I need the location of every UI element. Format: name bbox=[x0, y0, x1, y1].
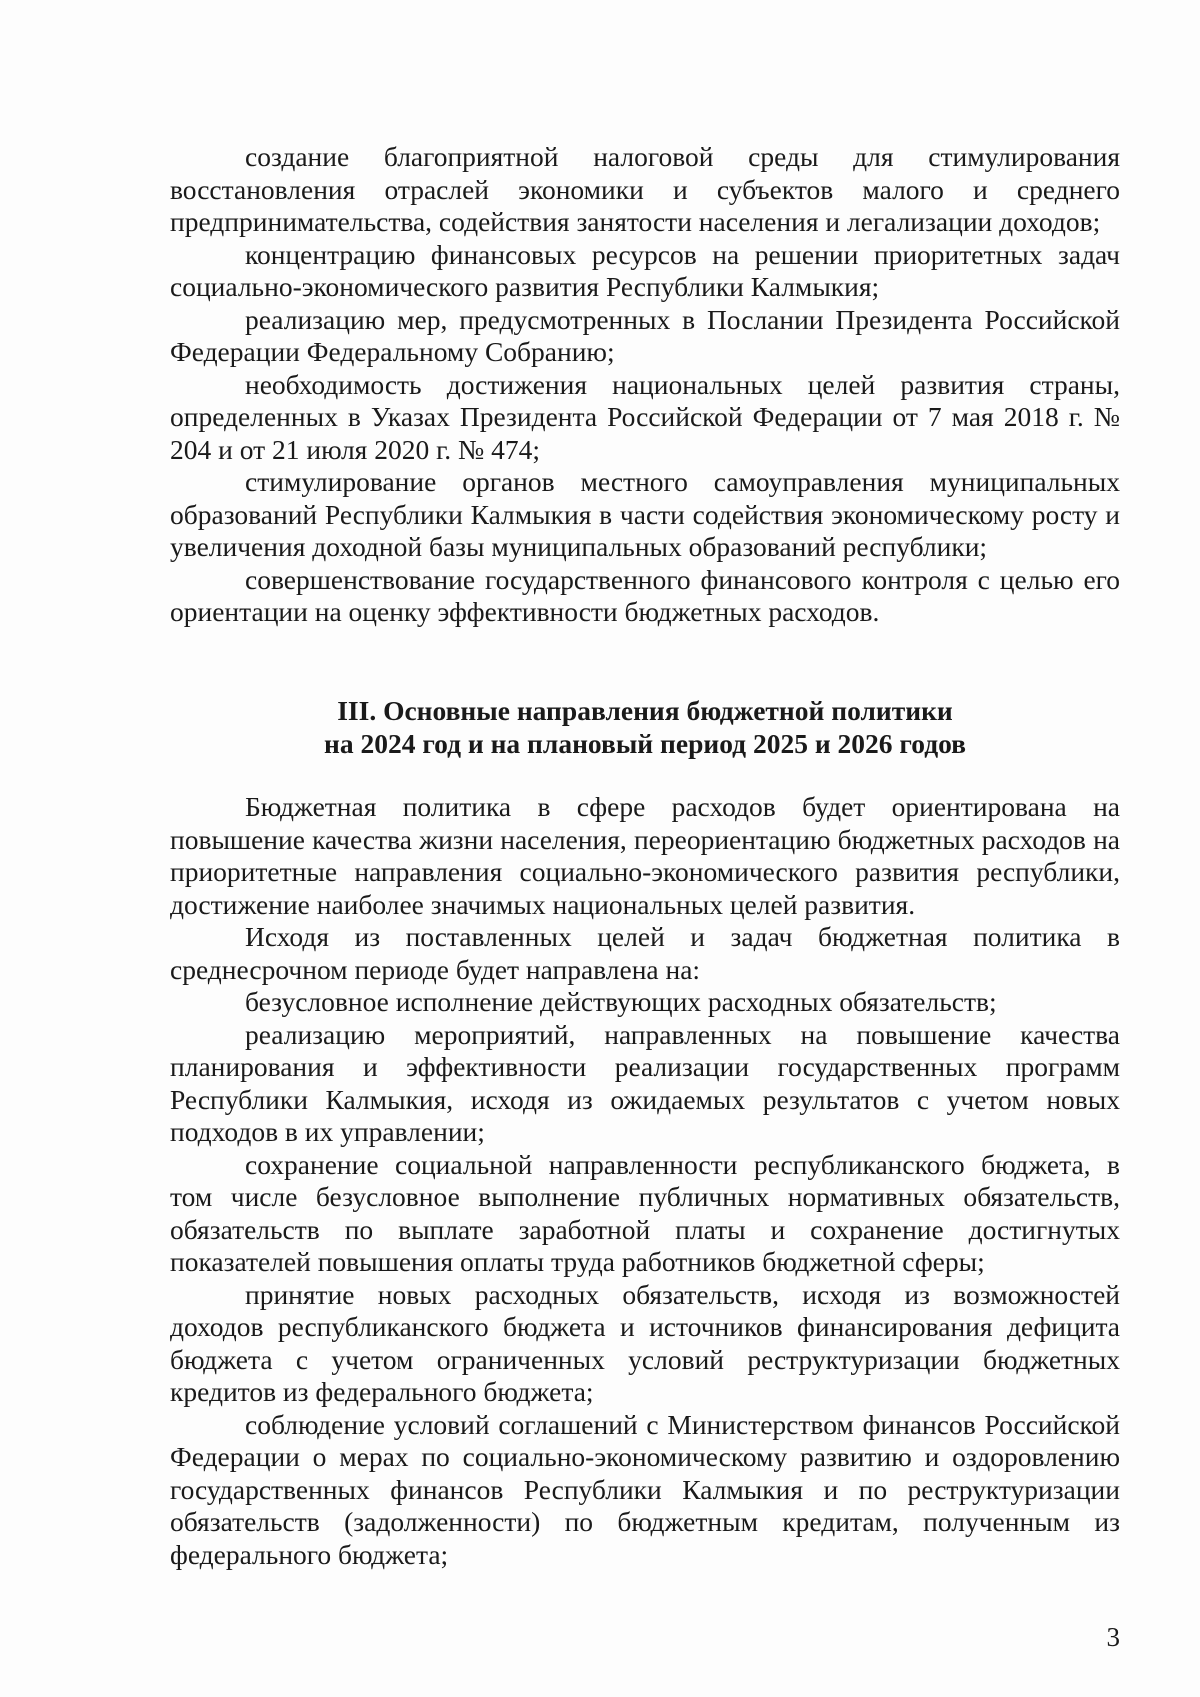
body-text-top bbox=[170, 141, 1120, 629]
body-text-bottom bbox=[170, 791, 1120, 1571]
paragraph: Бюджетная политика в сфере расходов будет ориентирована на повышение качества жизни населения, переориентацию бюджетных расходов на приоритетные направления социально-экономического развития республики, достижение наиболее значимых национальных целей развития. bbox=[170, 791, 1120, 920]
section-heading bbox=[170, 694, 1120, 760]
paragraph: соблюдение условий соглашений с Министерством финансов Российской Федерации о мерах по социально-экономическому развитию и оздоровлению государственных финансов Республики Калмыкия и по реструктуризации обязательств (задолженности) по бюджетным кредитам, полученным из федерального бюджета; bbox=[170, 1408, 1120, 1570]
paragraph: создание благоприятной налоговой среды для стимулирования восстановления отраслей экономики и субъектов малого и среднего предпринимательства, содействия занятости населения и легализации доходов; bbox=[170, 141, 1120, 237]
paragraph: сохранение социальной направленности республиканского бюджета, в том числе безусловное выполнение публичных нормативных обязательств, обязательств по выплате заработной платы и сохранение достигнутых показателей повышения оплаты труда работников бюджетной сферы; bbox=[170, 1148, 1120, 1277]
paragraph: совершенствование государственного финансового контроля с целью его ориентации на оценку эффективности бюджетных расходов. bbox=[170, 563, 1120, 627]
paragraph: принятие новых расходных обязательств, исходя из возможностей доходов республиканского бюджета и источников финансирования дефицита бюджета с учетом ограниченных условий реструктуризации бюджетных кредитов из федерального бюджета; bbox=[170, 1278, 1120, 1407]
page-number: 3 bbox=[1106, 1622, 1120, 1652]
paragraph: реализацию мероприятий, направленных на повышение качества планирования и эффективности реализации государственных программ Республики Калмыкия, исходя из ожидаемых результатов с учетом новых подходов в их управлении; bbox=[170, 1018, 1120, 1147]
section-heading-line-1: III. Основные направления бюджетной политики bbox=[337, 695, 953, 726]
paragraph: реализацию мер, предусмотренных в Послании Президента Российской Федерации Федеральному Собранию; bbox=[170, 303, 1120, 367]
paragraph: безусловное исполнение действующих расходных обязательств; bbox=[245, 986, 997, 1017]
section-heading-line-2: на 2024 год и на плановый период 2025 и 2026 годов bbox=[323, 728, 967, 759]
paragraph: Исходя из поставленных целей и задач бюджетная политика в среднесрочном периоде будет направлена на: bbox=[170, 921, 1120, 985]
paragraph: концентрацию финансовых ресурсов на решении приоритетных задач социально-экономического развития Республики Калмыкия; bbox=[170, 238, 1120, 302]
paragraph: необходимость достижения национальных целей развития страны, определенных в Указах Президента Российской Федерации от 7 мая 2018 г. № 204 и от 21 июля 2020 г. № 474; bbox=[170, 368, 1120, 465]
paragraph: стимулирование органов местного самоуправления муниципальных образований Республики Калмыкия в части содействия экономическому росту и увеличения доходной базы муниципальных образований республики; bbox=[170, 466, 1120, 562]
